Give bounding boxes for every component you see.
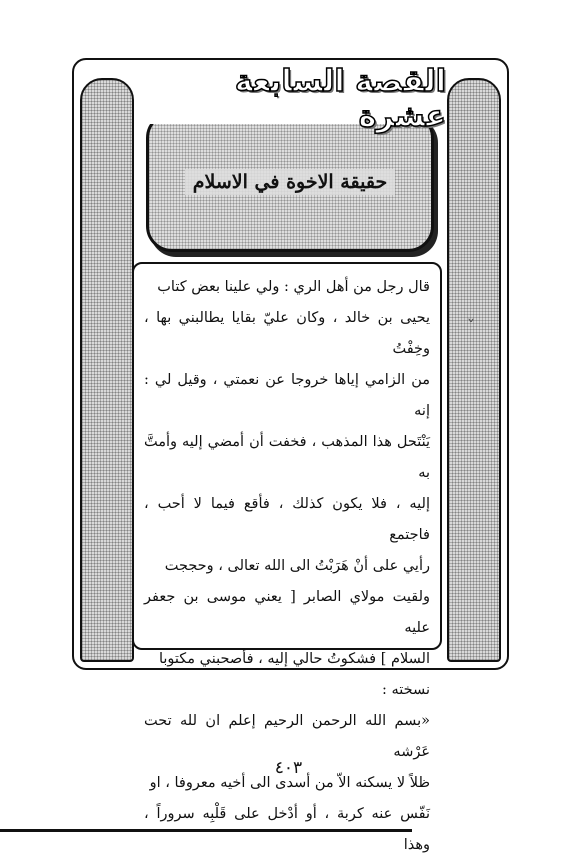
text-line: نَفّس عنه كربة ، أو أدْخل على قَلْبِه سروراً ، وهذا xyxy=(144,806,430,853)
subtitle-inner xyxy=(163,129,417,235)
page-number: ٤٠٣ xyxy=(274,758,303,778)
text-line: ظلاً لا يسكنه الاّ من أسدى الى أخيه معروفا ، او xyxy=(149,775,430,791)
text-line: يحيى بن خالد ، وكان عليّ بقايا يطالبني بها ، وخِفْتُ xyxy=(144,310,430,357)
text-line: من الزامي إياها خروجا عن نعمتي ، وقيل لي : إنه xyxy=(144,372,430,419)
text-line: قال رجل من أهل الري : ولي علينا بعض كتاب xyxy=(157,279,430,295)
bottom-rule xyxy=(0,829,412,832)
text-line: ولقيت مولاي الصابر [ يعني موسى بن جعفر عليه xyxy=(144,589,430,636)
text-line: السلام ] فشكوتُ حالي إليه ، فأصحبني مكتوبا xyxy=(158,651,430,667)
text-line: رأيي على أنْ هَرَبْتُ الى الله تعالى ، وحججت xyxy=(164,558,430,574)
text-line: نسخته : xyxy=(382,682,430,698)
right-decorative-pillar xyxy=(447,78,501,662)
chapter-title: القصة السابعة عشرة xyxy=(234,64,446,134)
left-decorative-pillar xyxy=(80,78,134,662)
title-band xyxy=(146,64,446,134)
ornament-icon: ˇ xyxy=(466,317,476,338)
subtitle: حقيقة الاخوة في الاسلام xyxy=(185,169,395,195)
text-line: إليه ، فلا يكون كذلك ، فأقع فيما لا أحب ، فاجتمع xyxy=(144,496,430,543)
text-line: يَنْتَحل هذا المذهب ، فخفت أن أمضي إليه وأمتَّ به xyxy=(144,434,430,481)
text-line: «بسم الله الرحمن الرحيم إعلم ان لله تحت عَرْشه xyxy=(144,713,430,760)
